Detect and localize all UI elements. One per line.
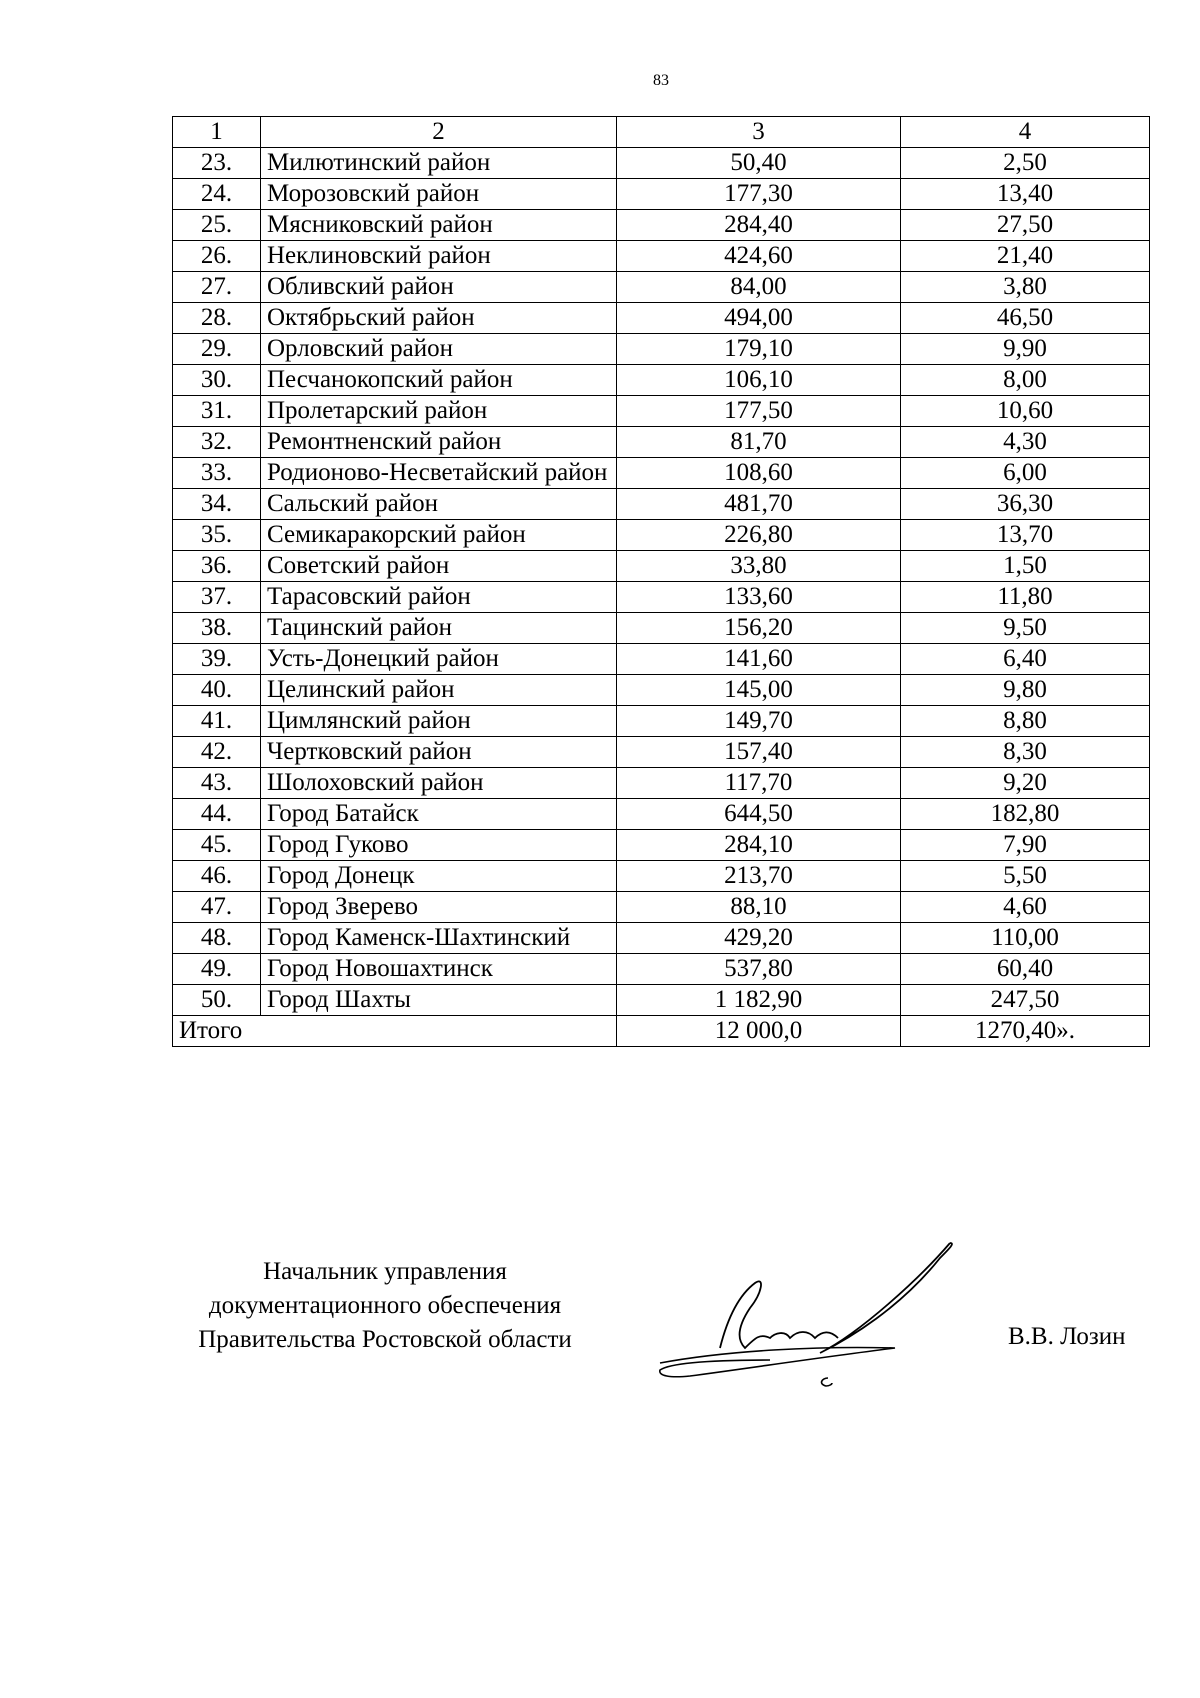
table-body [173, 117, 1150, 1047]
table-row [173, 768, 1150, 799]
district-name-cell: Целинский район [261, 675, 617, 706]
value-col4-cell: 9,20 [901, 768, 1150, 799]
signer-name: В.В. Лозин [1008, 1323, 1126, 1350]
row-number-cell: 35. [173, 520, 261, 551]
signature-title-block [170, 1255, 600, 1357]
table-row [173, 241, 1150, 272]
district-name-cell: Город Шахты [261, 985, 617, 1016]
table-row [173, 396, 1150, 427]
value-col4-cell: 9,90 [901, 334, 1150, 365]
value-col3-cell: 84,00 [617, 272, 901, 303]
district-name-cell: Обливский район [261, 272, 617, 303]
district-name-cell: Песчанокопский район [261, 365, 617, 396]
table-row [173, 799, 1150, 830]
value-col3-cell: 226,80 [617, 520, 901, 551]
value-col3-cell: 284,10 [617, 830, 901, 861]
value-col4-cell: 7,90 [901, 830, 1150, 861]
table-row [173, 520, 1150, 551]
value-col3-cell: 145,00 [617, 675, 901, 706]
page-number: 83 [653, 72, 669, 89]
row-number-cell: 33. [173, 458, 261, 489]
table-row [173, 551, 1150, 582]
district-name-cell: Усть-Донецкий район [261, 644, 617, 675]
table-row [173, 737, 1150, 768]
row-number-cell: 48. [173, 923, 261, 954]
row-number-cell: 42. [173, 737, 261, 768]
table-row [173, 334, 1150, 365]
table-row [173, 830, 1150, 861]
row-number-cell: 40. [173, 675, 261, 706]
table-row [173, 892, 1150, 923]
value-col3-cell: 1 182,90 [617, 985, 901, 1016]
value-col4-cell: 182,80 [901, 799, 1150, 830]
row-number-cell: 37. [173, 582, 261, 613]
value-col4-cell: 27,50 [901, 210, 1150, 241]
table-row [173, 365, 1150, 396]
district-name-cell: Милютинский район [261, 148, 617, 179]
table-row [173, 489, 1150, 520]
table-row [173, 985, 1150, 1016]
value-col4-cell: 9,50 [901, 613, 1150, 644]
table-row [173, 210, 1150, 241]
row-number-cell: 34. [173, 489, 261, 520]
data-table [172, 116, 1150, 1047]
row-number-cell: 45. [173, 830, 261, 861]
district-name-cell: Советский район [261, 551, 617, 582]
value-col3-cell: 108,60 [617, 458, 901, 489]
value-col3-cell: 213,70 [617, 861, 901, 892]
row-number-cell: 36. [173, 551, 261, 582]
table-row [173, 861, 1150, 892]
value-col4-cell: 10,60 [901, 396, 1150, 427]
row-number-cell: 41. [173, 706, 261, 737]
row-number-cell: 47. [173, 892, 261, 923]
row-number-cell: 44. [173, 799, 261, 830]
row-number-cell: 31. [173, 396, 261, 427]
row-number-cell: 27. [173, 272, 261, 303]
table-row [173, 706, 1150, 737]
value-col4-cell: 2,50 [901, 148, 1150, 179]
value-col3-cell: 177,30 [617, 179, 901, 210]
table-row [173, 954, 1150, 985]
row-number-cell: 29. [173, 334, 261, 365]
value-col3-cell: 133,60 [617, 582, 901, 613]
district-name-cell: Ремонтненский район [261, 427, 617, 458]
value-col4-cell: 11,80 [901, 582, 1150, 613]
row-number-cell: 32. [173, 427, 261, 458]
value-col4-cell: 8,00 [901, 365, 1150, 396]
value-col3-cell: 429,20 [617, 923, 901, 954]
table-row [173, 644, 1150, 675]
value-col4-cell: 4,60 [901, 892, 1150, 923]
total-col4-cell: 1270,40». [901, 1016, 1150, 1047]
district-name-cell: Город Каменск-Шахтинский [261, 923, 617, 954]
value-col3-cell: 481,70 [617, 489, 901, 520]
table-row [173, 272, 1150, 303]
table-row [173, 613, 1150, 644]
value-col3-cell: 494,00 [617, 303, 901, 334]
value-col3-cell: 179,10 [617, 334, 901, 365]
value-col3-cell: 157,40 [617, 737, 901, 768]
district-name-cell: Город Зверево [261, 892, 617, 923]
value-col4-cell: 21,40 [901, 241, 1150, 272]
district-name-cell: Родионово-Несветайский район [261, 458, 617, 489]
district-name-cell: Семикаракорский район [261, 520, 617, 551]
row-number-cell: 30. [173, 365, 261, 396]
district-name-cell: Город Гуково [261, 830, 617, 861]
value-col4-cell: 36,30 [901, 489, 1150, 520]
total-row [173, 1016, 1150, 1047]
table-row [173, 303, 1150, 334]
value-col3-cell: 88,10 [617, 892, 901, 923]
signature-title-line-2: документационного обеспечения [208, 1292, 562, 1319]
district-name-cell: Морозовский район [261, 179, 617, 210]
value-col3-cell: 537,80 [617, 954, 901, 985]
row-number-cell: 23. [173, 148, 261, 179]
value-col4-cell: 9,80 [901, 675, 1150, 706]
district-name-cell: Октябрьский район [261, 303, 617, 334]
district-name-cell: Город Батайск [261, 799, 617, 830]
district-name-cell: Орловский район [261, 334, 617, 365]
district-name-cell: Пролетарский район [261, 396, 617, 427]
value-col4-cell: 247,50 [901, 985, 1150, 1016]
signature-title-line-1: Начальник управления [263, 1258, 507, 1285]
total-col3-cell: 12 000,0 [617, 1016, 901, 1047]
row-number-cell: 28. [173, 303, 261, 334]
district-name-cell: Город Донецк [261, 861, 617, 892]
value-col4-cell: 6,00 [901, 458, 1150, 489]
value-col4-cell: 6,40 [901, 644, 1150, 675]
table-row [173, 179, 1150, 210]
signature-title-line-3: Правительства Ростовской области [198, 1326, 572, 1353]
row-number-cell: 46. [173, 861, 261, 892]
value-col4-cell: 5,50 [901, 861, 1150, 892]
value-col3-cell: 149,70 [617, 706, 901, 737]
value-col3-cell: 117,70 [617, 768, 901, 799]
district-name-cell: Город Новошахтинск [261, 954, 617, 985]
value-col3-cell: 156,20 [617, 613, 901, 644]
value-col3-cell: 141,60 [617, 644, 901, 675]
value-col4-cell: 3,80 [901, 272, 1150, 303]
header-cell-2: 2 [261, 117, 617, 148]
district-name-cell: Цимлянский район [261, 706, 617, 737]
district-name-cell: Неклиновский район [261, 241, 617, 272]
value-col4-cell: 60,40 [901, 954, 1150, 985]
table-row [173, 148, 1150, 179]
row-number-cell: 25. [173, 210, 261, 241]
value-col3-cell: 50,40 [617, 148, 901, 179]
district-name-cell: Тарасовский район [261, 582, 617, 613]
value-col4-cell: 110,00 [901, 923, 1150, 954]
row-number-cell: 50. [173, 985, 261, 1016]
district-name-cell: Тацинский район [261, 613, 617, 644]
value-col3-cell: 644,50 [617, 799, 901, 830]
district-name-cell: Сальский район [261, 489, 617, 520]
value-col3-cell: 424,60 [617, 241, 901, 272]
value-col3-cell: 177,50 [617, 396, 901, 427]
handwritten-signature [650, 1238, 980, 1388]
value-col3-cell: 33,80 [617, 551, 901, 582]
row-number-cell: 26. [173, 241, 261, 272]
district-name-cell: Мясниковский район [261, 210, 617, 241]
row-number-cell: 43. [173, 768, 261, 799]
total-label-cell: Итого [173, 1016, 617, 1047]
value-col4-cell: 46,50 [901, 303, 1150, 334]
value-col4-cell: 8,30 [901, 737, 1150, 768]
table-row [173, 582, 1150, 613]
value-col3-cell: 106,10 [617, 365, 901, 396]
row-number-cell: 38. [173, 613, 261, 644]
table-row [173, 427, 1150, 458]
row-number-cell: 24. [173, 179, 261, 210]
row-number-cell: 39. [173, 644, 261, 675]
value-col4-cell: 4,30 [901, 427, 1150, 458]
table-row [173, 458, 1150, 489]
table-row [173, 923, 1150, 954]
header-row [173, 117, 1150, 148]
header-cell-1: 1 [173, 117, 261, 148]
table-row [173, 675, 1150, 706]
value-col4-cell: 13,40 [901, 179, 1150, 210]
header-cell-4: 4 [901, 117, 1150, 148]
value-col3-cell: 284,40 [617, 210, 901, 241]
value-col3-cell: 81,70 [617, 427, 901, 458]
district-name-cell: Чертковский район [261, 737, 617, 768]
value-col4-cell: 13,70 [901, 520, 1150, 551]
value-col4-cell: 1,50 [901, 551, 1150, 582]
row-number-cell: 49. [173, 954, 261, 985]
district-name-cell: Шолоховский район [261, 768, 617, 799]
value-col4-cell: 8,80 [901, 706, 1150, 737]
header-cell-3: 3 [617, 117, 901, 148]
